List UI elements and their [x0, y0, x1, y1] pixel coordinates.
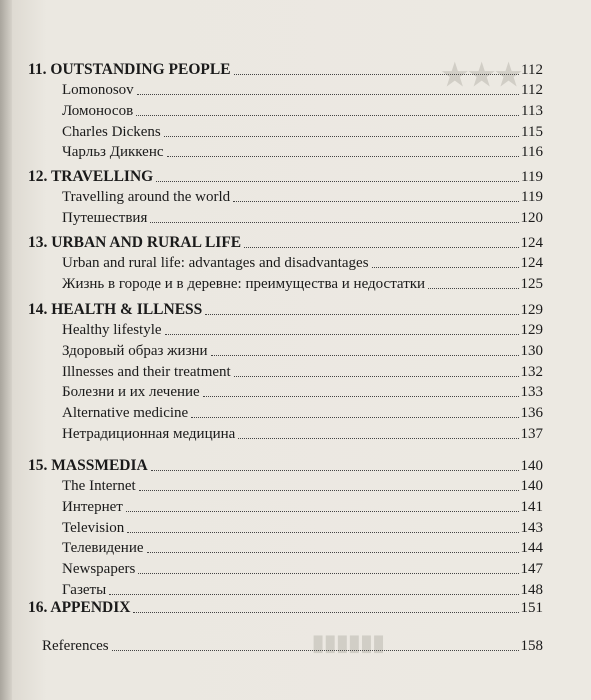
toc-entry: [62, 559, 543, 579]
dot-leader: [137, 94, 519, 95]
toc-entry-title: The Internet: [62, 478, 136, 494]
toc-section-heading: [28, 598, 543, 618]
toc-entry-title: Lomonosov: [62, 82, 134, 98]
toc-entry-page-number: 133: [520, 384, 543, 401]
toc-entry: [62, 403, 543, 423]
toc-entry: [62, 382, 543, 402]
dot-leader: [238, 438, 518, 439]
dot-leader: [147, 552, 519, 553]
toc-entry-page-number: 137: [520, 426, 543, 442]
dot-leader: [150, 222, 518, 223]
toc-section-heading-page-number: 112: [521, 62, 543, 78]
toc-section-heading: [28, 300, 543, 320]
toc-entry-page-number: 147: [520, 561, 543, 578]
toc-entry-title: Телевидение: [62, 540, 144, 557]
toc-references-page-number: 158: [520, 638, 543, 654]
toc-references-title: References: [42, 638, 109, 654]
toc-section-heading: [28, 233, 543, 253]
toc-entry-title: Travelling around the world: [62, 189, 231, 205]
toc-entry-page-number: 148: [520, 582, 543, 598]
toc-section-heading-title: 13. URBAN AND RURAL LIFE: [28, 234, 242, 251]
dot-leader: [167, 156, 520, 157]
toc-entry: [62, 424, 543, 444]
toc-entry-page-number: 124: [520, 255, 543, 271]
toc-entry-title: Болезни и их лечение: [62, 384, 200, 401]
dot-leader: [133, 612, 518, 613]
toc-entry: [62, 538, 543, 558]
toc-section-heading-title: 14. HEALTH & ILLNESS: [28, 301, 203, 318]
toc-section-heading-page-number: 124: [520, 235, 543, 251]
toc-entry-title: Здоровый образ жизни: [62, 342, 208, 359]
toc-entry-page-number: 144: [520, 540, 543, 557]
toc-entry-page-number: 136: [520, 405, 543, 422]
toc-entry-title: Интернет: [62, 498, 123, 515]
toc-entry: [62, 320, 543, 340]
dot-leader: [244, 247, 518, 248]
toc-entry-title: Newspapers: [62, 561, 136, 578]
toc-entry-title: Чарльз Диккенс: [62, 144, 164, 161]
toc-section-heading-title: 12. TRAVELLING: [28, 168, 154, 185]
toc-section-heading-page-number: 129: [520, 302, 543, 318]
book-spine-shadow: [0, 0, 12, 700]
toc-entry-page-number: 120: [520, 209, 543, 226]
dot-leader: [233, 201, 519, 202]
toc-entry-title: Газеты: [62, 582, 107, 598]
toc-entry: [62, 518, 543, 538]
toc-section-heading-title: 15. MASSMEDIA: [28, 457, 148, 474]
toc-section-heading-page-number: 151: [520, 600, 543, 616]
toc-entry-title: Ломоносов: [62, 102, 134, 119]
toc-entry: [62, 580, 543, 600]
bleed-through-text: ▮▮▮▮▮▮: [312, 630, 385, 655]
toc-entry-title: Жизнь в городе и в деревне: преимущества и недостатки: [62, 275, 426, 292]
dot-leader: [234, 74, 520, 75]
bleed-through-logo: ★★★: [441, 59, 522, 92]
toc-entry-page-number: 115: [521, 123, 543, 140]
toc-section-heading-page-number: 119: [521, 169, 543, 185]
dot-leader: [205, 314, 518, 315]
toc-entry: [62, 208, 543, 228]
toc-entry-page-number: 132: [520, 363, 543, 380]
toc-entry: [62, 80, 543, 100]
dot-leader: [139, 490, 519, 491]
dot-leader: [127, 532, 518, 533]
toc-entry: [62, 101, 543, 121]
toc-entry-title: Путешествия: [62, 209, 148, 226]
toc-section-heading-title: 11. OUTSTANDING PEOPLE: [28, 61, 231, 78]
toc-entry-page-number: 125: [520, 275, 543, 292]
toc-section-heading: [28, 167, 543, 187]
toc-entry: [62, 497, 543, 517]
toc-entry: [62, 253, 543, 273]
toc-entry-page-number: 143: [520, 519, 543, 536]
dot-leader: [136, 115, 519, 116]
toc-entry-title: Alternative medicine: [62, 405, 189, 422]
toc-entry-title: Charles Dickens: [62, 123, 161, 140]
toc-entry-page-number: 113: [521, 102, 543, 119]
toc-section-heading-page-number: 140: [520, 458, 543, 474]
dot-leader: [112, 650, 519, 651]
toc-entry: [62, 142, 543, 162]
toc-references: [42, 636, 543, 656]
dot-leader: [203, 396, 519, 397]
dot-leader: [211, 355, 519, 356]
dot-leader: [151, 470, 519, 471]
dot-leader: [126, 511, 519, 512]
toc-entry: [62, 187, 543, 207]
toc-entry-title: Illnesses and their treatment: [62, 363, 231, 380]
dot-leader: [234, 376, 519, 377]
toc-entry-page-number: 116: [521, 144, 543, 161]
dot-leader: [165, 334, 519, 335]
dot-leader: [372, 267, 519, 268]
toc-entry-page-number: 140: [520, 478, 543, 494]
toc-entry-title: Нетрадиционная медицина: [62, 426, 236, 442]
toc-entry-title: Television: [62, 519, 125, 536]
toc-entry-page-number: 141: [520, 498, 543, 515]
dot-leader: [156, 181, 519, 182]
toc-entry: [62, 122, 543, 142]
dot-leader: [428, 288, 518, 289]
toc-section-heading: [28, 456, 543, 476]
toc-entry-title: Healthy lifestyle: [62, 322, 162, 338]
toc-section-heading: [28, 60, 543, 80]
toc-entry-page-number: 112: [521, 82, 543, 98]
dot-leader: [191, 417, 518, 418]
toc-entry: [62, 274, 543, 294]
dot-leader: [109, 594, 518, 595]
toc-entry: [62, 362, 543, 382]
toc-entry-page-number: 129: [520, 322, 543, 338]
toc-entry-page-number: 119: [521, 189, 543, 205]
toc-entry: [62, 476, 543, 496]
dot-leader: [138, 573, 518, 574]
toc-section-heading-title: 16. APPENDIX: [28, 599, 131, 616]
dot-leader: [164, 136, 519, 137]
toc-entry-title: Urban and rural life: advantages and disadvantages: [62, 255, 369, 271]
toc-entry-page-number: 130: [520, 342, 543, 359]
toc-entry: [62, 341, 543, 361]
